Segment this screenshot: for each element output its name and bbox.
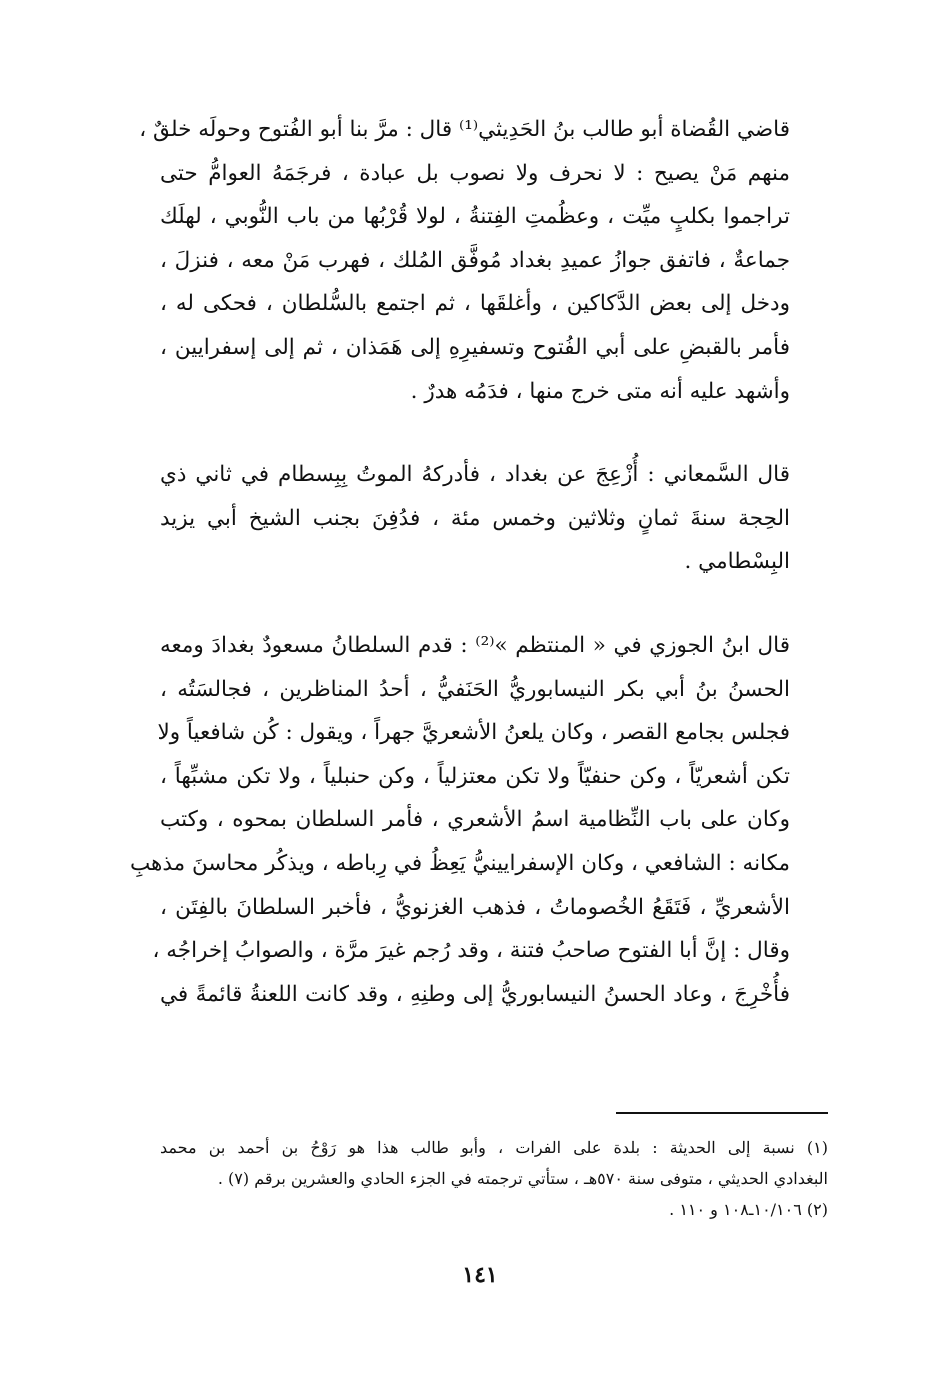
text-line: تكن أشعريّاً ، وكن حنفيّاً ولا تكن معتزلياً ، وكن حنبلياً ، ولا تكن مشبِّهاً ، bbox=[160, 763, 790, 789]
footnote-divider bbox=[616, 1112, 828, 1114]
text-line: جماعةٌ ، فاتفق جوازُ عميدِ بغداد مُوفَّق المُلك ، فهرب مَنْ معه ، فنزلَ ، bbox=[160, 247, 790, 273]
text-line: الحسنُ بنُ أبي بكر النيسابوريُّ الحَنَفيُّ ، أحدُ المناظرين ، فجالسَتُه ، bbox=[160, 676, 790, 702]
footnote-line: (٢) ١٠/١٠٦ـ١٠٨ و ١١٠ . bbox=[669, 1200, 828, 1219]
text-line: وأشهد عليه أنه متى خرج منها ، فدَمُه هدرٌ . bbox=[410, 378, 790, 404]
page-body bbox=[129, 108, 790, 1016]
paragraph-3 bbox=[129, 624, 790, 1016]
paragraph-2 bbox=[160, 453, 790, 584]
footnote-line: (١) نسبة إلى الحديثة : بلدة على الفرات ، وأبو طالب هذا هو رَوْحُ بن أحمد بن محمد bbox=[160, 1138, 828, 1157]
page-number: ١٤١ bbox=[462, 1262, 498, 1288]
text-line: البِسْطامي . bbox=[684, 549, 790, 575]
paragraph-1 bbox=[139, 108, 790, 413]
footnotes bbox=[160, 1132, 828, 1225]
text-line: قال ابنُ الجوزي في « المنتظم »⁽²⁾ : قدم السلطانُ مسعودٌ بغدادَ ومعه bbox=[160, 632, 790, 658]
text-line: قاضي القُضاة أبو طالب بنُ الحَدِيثي⁽¹⁾ قال : مرَّ بنا أبو الفُتوح وحولَه خلقٌ ، bbox=[139, 117, 790, 142]
text-line: الأشعريِّ ، فَتَقَعُ الخُصوماتُ ، فذهب الغزنويُّ ، فأخبر السلطانَ بالفِتَن ، bbox=[160, 894, 790, 920]
text-line: وكان على باب النِّظامية اسمُ الأشعري ، فأمر السلطان بمحوه ، وكتب bbox=[160, 807, 790, 833]
text-line: فأمر بالقبضِ على أبي الفُتوح وتسفيرِهِ إلى هَمَذان ، ثم إلى إسفرايين ، bbox=[160, 334, 790, 360]
text-line: مكانه : الشافعي ، وكان الإسفرايينيُّ يَعِظُ في رِباطه ، ويذكُر محاسنَ مذهبِ bbox=[129, 850, 790, 876]
text-line: منهم مَنْ يصيح : لا نحرف ولا نصوب بل عبادة ، فرجَمَهُ العوامُّ حتى bbox=[160, 160, 790, 186]
footnote-line: البغدادي الحديثي ، متوفى سنة ٥٧٠هـ ، ستأتي ترجمته في الجزء الحادي والعشرين برقم (٧) . bbox=[217, 1169, 828, 1188]
text-line: قال السَّمعاني : أُزْعِجَ عن بغداد ، فأدركهُ الموتُ بِبِسطام في ثاني ذي bbox=[160, 462, 790, 488]
text-line: وقال : إنَّ أبا الفتوح صاحبُ فتنة ، وقد رُجم غيرَ مرَّة ، والصوابُ إخراجُه ، bbox=[152, 938, 790, 964]
text-line: ودخل إلى بعض الدَّكاكين ، وأغلقَها ، ثم اجتمع بالسُّلطان ، فحكى له ، bbox=[160, 291, 790, 317]
text-line: فأُخْرِجَ ، وعاد الحسنُ النيسابوريُّ إلى وطنِهِ ، وقد كانت اللعنةُ قائمةً في bbox=[160, 981, 790, 1007]
text-line: الحِجة سنةَ ثمانٍ وثلاثين وخمس مئة ، فدُفِنَ بجنب الشيخ أبي يزيد bbox=[160, 505, 790, 531]
paragraph-gap bbox=[160, 584, 790, 624]
text-line: تراجموا بكلبٍ ميِّت ، وعظُمتِ الفِتنةُ ، لولا قُرْبُها من باب النُّوبي ، لهلَك bbox=[160, 204, 790, 230]
paragraph-gap bbox=[160, 413, 790, 453]
text-line: فجلس بجامع القصر ، وكان يلعنُ الأشعريَّ جهراً ، ويقول : كُن شافعياً ولا bbox=[157, 720, 790, 746]
